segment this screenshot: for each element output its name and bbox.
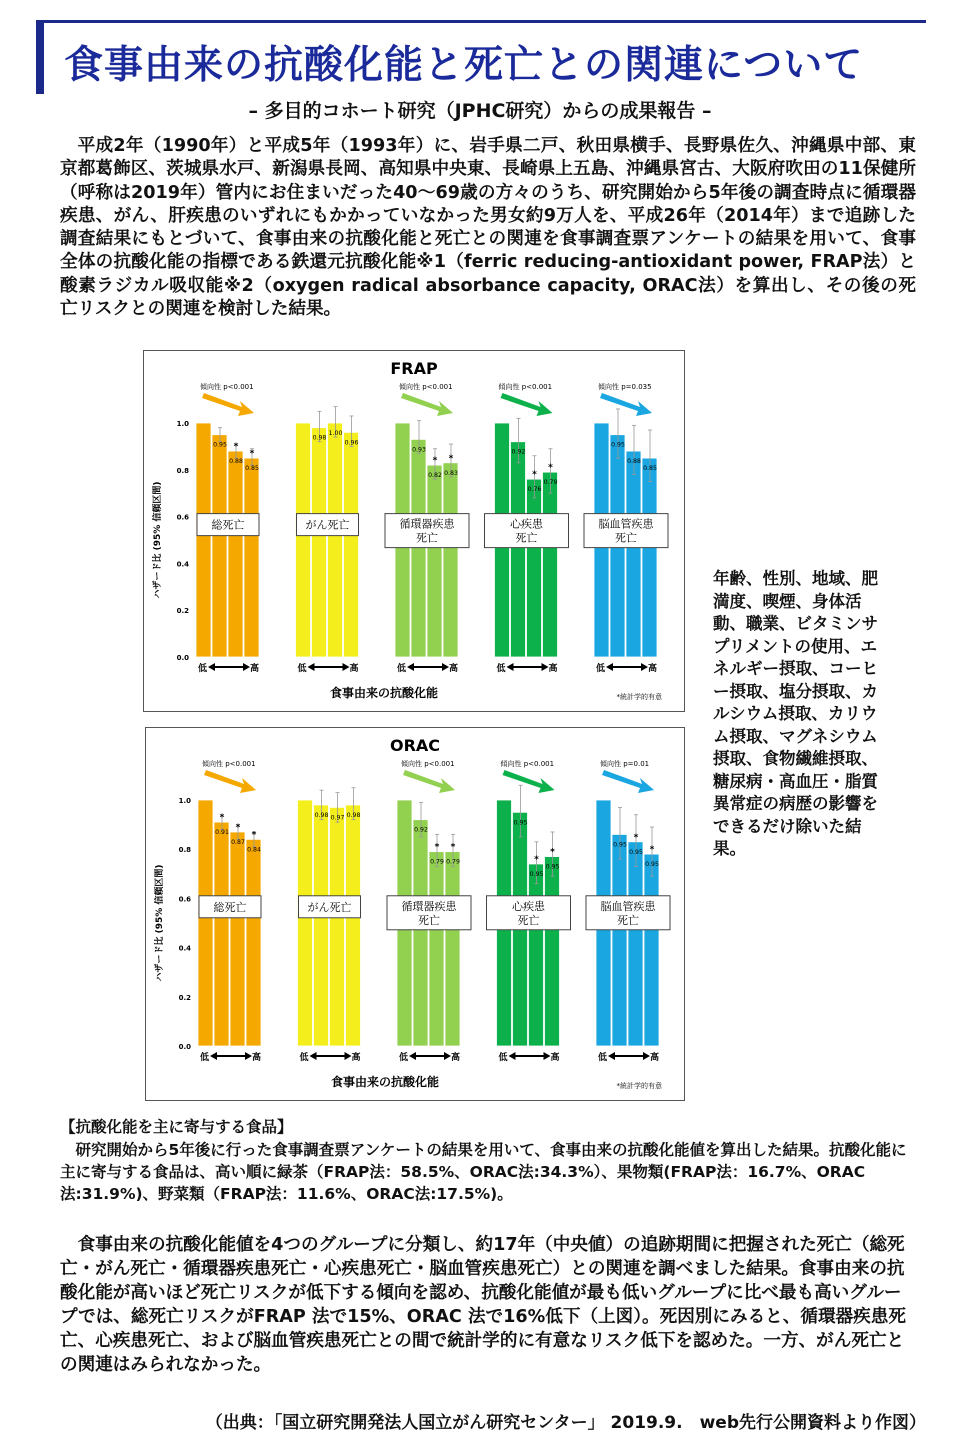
chart-1-group-4-value-label-3: 0.95	[645, 861, 659, 869]
chart-0-ytick: 0.8	[176, 466, 189, 475]
chart-0-group-2-axis-low: 低	[397, 664, 407, 674]
chart-1-group-1-value-label-3: 0.98	[346, 811, 361, 819]
chart-1-group-0-sig-star-3: *	[251, 830, 257, 841]
chart-0-group-0-bar-0	[196, 423, 211, 657]
chart-0-group-4-axis-arrow-right	[641, 663, 648, 671]
chart-1-group-0-bar-1	[214, 822, 229, 1046]
chart-1-group-4-label: 脳血管疾患	[600, 899, 656, 913]
source-citation: （出典：「国立研究開発法人国立がん研究センター」 2019.9. web先行公開資料より作図）	[205, 1413, 926, 1433]
chart-0-group-3-value-label-1: 0.92	[511, 448, 526, 456]
chart-0-group-0-bar-1	[212, 435, 227, 657]
chart-1-group-2-value-label-1: 0.92	[414, 826, 428, 834]
chart-1-ytick: 0.4	[178, 944, 191, 953]
chart-1-group-1-axis-arrow-left	[310, 1052, 317, 1060]
chart-1-group-2-sig-star-2: *	[434, 842, 440, 853]
chart-1-group-1-label: がん死亡	[307, 900, 352, 914]
chart-1-group-0-bar-0	[198, 800, 213, 1046]
chart-0-group-0-bar-3	[244, 458, 259, 657]
chart-0-group-0-bar-2	[228, 451, 243, 657]
foods-heading: 【抗酸化能を主に寄与する食品】	[60, 1118, 293, 1136]
chart-1-group-4-value-label-2: 0.95	[629, 848, 643, 856]
chart-0-group-3-value-label-2: 0.76	[527, 486, 542, 494]
chart-0-group-4-axis-low: 低	[596, 664, 606, 674]
chart-1-group-2-bar-3	[445, 852, 460, 1046]
chart-0-group-1-value-label-2: 1.00	[328, 430, 343, 437]
chart-1-group-4-bar-2	[628, 842, 643, 1046]
adjustment-note: 年齢、性別、地域、肥満度、喫煙、身体活動、職業、ビタミンサプリメントの使用、エネルギー摂取、コーヒー摂取、塩分摂取、カルシウム摂取、カリウム摂取、マグネシウム摂取、食物繊維摂取、糖尿病・高血圧・脂質異常症の病歴の影響をできるだけ除いた結果。	[713, 569, 878, 858]
chart-1-group-3-axis-low: 低	[498, 1053, 508, 1063]
chart-0-group-0-sig-star-3: *	[249, 449, 255, 460]
chart-1-group-2-bar-2	[429, 852, 444, 1046]
chart-0-group-2-axis-high: 高	[449, 664, 459, 674]
chart-0-group-0-label: 総死亡	[211, 518, 245, 532]
orac-chart	[145, 727, 685, 1101]
chart-0-ytick: 1.0	[176, 420, 189, 428]
chart-0-group-1-axis-high: 高	[349, 664, 359, 674]
chart-0-group-2-sig-star-2: *	[432, 456, 438, 467]
chart-1-group-4-axis-low: 低	[598, 1053, 608, 1063]
chart-0-group-0-axis-high: 高	[250, 664, 260, 674]
chart-1-group-3-axis-high: 高	[550, 1053, 560, 1063]
page-title: 食事由来の抗酸化能と死亡との関連について	[64, 43, 864, 88]
chart-0-ytick: 0.4	[176, 560, 189, 569]
chart-0-group-2-trend: 傾向性 p<0.001	[399, 383, 453, 391]
chart-1-group-3-sig-star-2: *	[534, 854, 539, 865]
chart-0-group-3-bar-3	[543, 472, 558, 657]
chart-0-group-2-bar-1	[411, 439, 426, 657]
chart-0-group-2-bar-2	[427, 465, 442, 657]
chart-0-group-4-bar-2	[626, 451, 641, 657]
chart-1-group-4-sig-star-2: *	[633, 832, 639, 843]
chart-1-group-1-bar-2	[330, 807, 345, 1046]
chart-0-group-2-sig-star-3: *	[448, 453, 454, 464]
chart-0-group-0-sig-star-2: *	[233, 442, 239, 453]
chart-0-group-3-axis-arrow-left	[507, 663, 514, 671]
chart-1-group-0-axis-arrow-right	[245, 1052, 252, 1060]
chart-0-ytick: 0.0	[176, 654, 189, 662]
chart-0-group-2-label-2: 死亡	[416, 531, 438, 545]
chart-1-ytick: 0.6	[178, 895, 191, 904]
chart-0-ylabel: ハザード比 (95% 信頼区間)	[153, 481, 163, 599]
chart-1-group-4-value-label-1: 0.95	[613, 841, 627, 849]
chart-0-ytick: 0.6	[176, 513, 189, 522]
chart-1-group-3-bar-3	[545, 857, 560, 1046]
chart-0-group-2-label: 循環器疾患	[399, 517, 455, 531]
chart-1-group-3-bar-2	[529, 864, 544, 1046]
chart-1-group-3-sig-star-3: *	[550, 847, 555, 858]
chart-0-group-2-bar-3	[443, 463, 458, 657]
chart-0-group-4-value-label-1: 0.95	[611, 441, 625, 449]
chart-0-group-1-bar-3	[344, 432, 359, 657]
chart-1-group-3-axis-arrow-left	[509, 1052, 516, 1060]
chart-0-group-3-trend: 傾向性 p<0.001	[498, 383, 553, 391]
chart-1-group-2-trend-arrow	[403, 770, 455, 793]
chart-0-group-3-axis-low: 低	[496, 664, 506, 674]
chart-1-group-2-bar-1	[413, 820, 428, 1046]
chart-0-group-3-trend-arrow	[501, 393, 553, 416]
chart-0-title: FRAP	[390, 359, 438, 378]
chart-1-group-3-label-2: 死亡	[517, 913, 540, 927]
chart-0-ytick: 0.2	[176, 607, 189, 616]
chart-1-group-2-value-label-3: 0.79	[446, 858, 460, 866]
chart-1-xlabel: 食事由来の抗酸化能	[330, 1075, 440, 1089]
chart-1-group-2-trend: 傾向性 p<0.001	[401, 760, 455, 768]
chart-1-ytick: 0.2	[178, 993, 191, 1002]
chart-1-ytick: 0.0	[178, 1043, 191, 1051]
chart-0-group-3-label-2: 死亡	[515, 531, 538, 545]
chart-1-ylabel: ハザード比 (95% 信頼区間)	[155, 864, 165, 982]
chart-0-group-1-bar-0	[296, 423, 311, 657]
chart-0-group-1-value-label-1: 0.98	[312, 434, 327, 442]
chart-0-group-4-label: 脳血管疾患	[598, 517, 654, 531]
chart-0-group-3-sig-star-2: *	[532, 470, 537, 481]
chart-1-group-2-label-2: 死亡	[418, 913, 440, 927]
chart-1-group-4-bar-3	[644, 854, 659, 1046]
chart-0-group-1-axis-low: 低	[297, 664, 307, 674]
chart-1-group-0-axis-arrow-left	[210, 1052, 217, 1060]
chart-1-group-1-bar-1	[314, 805, 329, 1046]
chart-1-title: ORAC	[389, 736, 441, 755]
chart-0-group-0-trend: 傾向性 p<0.001	[200, 383, 254, 391]
chart-0-group-4-axis-high: 高	[648, 664, 658, 674]
chart-0-group-3-bar-1	[511, 442, 526, 657]
chart-0-group-4-value-label-2: 0.88	[627, 458, 641, 466]
chart-1-group-3-value-label-1: 0.95	[513, 819, 528, 827]
chart-1-group-4-trend-arrow	[602, 770, 654, 793]
chart-0-group-1-axis-arrow-left	[308, 663, 315, 671]
chart-1-group-1-value-label-2: 0.97	[330, 814, 345, 822]
chart-1-group-2-sig-star-3: *	[450, 842, 456, 853]
chart-0-group-3-axis-high: 高	[548, 664, 558, 674]
chart-1-group-0-value-label-3: 0.84	[247, 846, 261, 854]
chart-1-group-2-label: 循環器疾患	[401, 899, 457, 913]
chart-0-group-0-axis-low: 低	[198, 664, 208, 674]
chart-1-group-4-axis-arrow-left	[608, 1052, 615, 1060]
chart-1-ytick: 1.0	[178, 797, 191, 805]
chart-0-group-0-value-label-2: 0.88	[229, 458, 243, 466]
chart-0-group-3-value-label-3: 0.79	[543, 479, 558, 487]
chart-0-group-3-label: 心疾患	[510, 517, 543, 531]
chart-1-group-4-axis-arrow-right	[643, 1052, 650, 1060]
chart-0-group-0-axis-arrow-left	[208, 663, 215, 671]
chart-1-group-4-axis-high: 高	[650, 1053, 660, 1063]
intro-paragraph: 平成2年（1990年）と平成5年（1993年）に、岩手県二戸、秋田県横手、長野県佐久、沖縄県中部、東京都葛飾区、茨城県水戸、新潟県長岡、高知県中央東、長崎県上五島、沖縄県宮古、大阪府吹田の11保健所（呼称は2019年）管内にお住まいだった40～69歳の方々のうち、研究開始から5年後の調査時点に循環器疾患、がん、肝疾患のいずれにもかかっていなかった男女約9万人を、平成26年（2014年）まで追跡した調査結果にもとづいて、食事由来の抗酸化能と死亡との関連を食事調査票アンケートの結果を用いて、食事全体の抗酸化能の指標である鉄還元抗酸化能※1（ferric reducing-antioxidant power, FRAP法）と酸素ラジカル吸収能※2（oxygen radical absorbance capacity, ORAC法）を算出し、その後の死亡リスクとの関連を検討した結果。	[60, 136, 916, 320]
chart-1-group-0-axis-low: 低	[200, 1053, 210, 1063]
chart-1-group-4-label-2: 死亡	[617, 913, 639, 927]
chart-1-group-0-value-label-1: 0.91	[215, 829, 229, 837]
chart-1-group-1-bar-0	[298, 800, 313, 1046]
chart-0-group-2-value-label-1: 0.93	[412, 446, 426, 454]
chart-1-group-1-axis-high: 高	[351, 1053, 361, 1063]
chart-0-group-2-value-label-3: 0.83	[444, 469, 458, 477]
chart-1-group-4-sig-star-3: *	[649, 845, 655, 856]
frap-chart	[143, 350, 685, 712]
chart-0-group-1-axis-arrow-right	[343, 663, 350, 671]
chart-1-group-3-trend: 傾向性 p<0.001	[500, 760, 555, 768]
chart-1-group-1-bar-3	[346, 805, 361, 1046]
chart-0-group-0-axis-arrow-right	[243, 663, 250, 671]
chart-0-group-4-trend-arrow	[600, 393, 652, 416]
chart-1-group-0-trend: 傾向性 p<0.001	[202, 760, 256, 768]
chart-1-group-0-sig-star-1: *	[219, 813, 225, 824]
page-subtitle: – 多目的コホート研究（JPHC研究）からの成果報告 –	[248, 100, 712, 122]
chart-1-group-2-axis-arrow-right	[444, 1052, 451, 1060]
chart-0-group-4-label-2: 死亡	[615, 531, 637, 545]
chart-1-ytick: 0.8	[178, 846, 191, 855]
chart-0-group-2-trend-arrow	[401, 393, 453, 416]
chart-1-group-3-value-label-3: 0.95	[545, 863, 560, 871]
chart-0-group-3-sig-star-3: *	[548, 463, 553, 474]
chart-1-group-1-axis-arrow-right	[345, 1052, 352, 1060]
chart-1-group-0-value-label-2: 0.87	[231, 838, 245, 846]
chart-0-group-1-label: がん死亡	[305, 518, 350, 532]
chart-1-group-4-trend: 傾向性 p=0.01	[600, 760, 650, 768]
foods-body: 研究開始から5年後に行った食事調査票アンケートの結果を用いて、食事由来の抗酸化能値を算出した結果。抗酸化能に主に寄与する食品は、高い順に緑茶（FRAP法：58.5%、ORAC法:34.3%）、果物類(FRAP法：16.7%、ORAC法:31.9%)、野菜類（FRAP法：11.6%、ORAC法:17.5%)。	[60, 1141, 907, 1203]
chart-0-group-2-axis-arrow-right	[442, 663, 449, 671]
chart-1-group-4-bar-1	[612, 834, 627, 1046]
chart-1-group-2-axis-low: 低	[399, 1053, 409, 1063]
chart-1-group-0-bar-2	[230, 832, 245, 1046]
chart-0-xlabel: 食事由来の抗酸化能	[329, 686, 439, 700]
chart-1-group-0-axis-high: 高	[252, 1053, 262, 1063]
chart-1-group-2-axis-arrow-left	[409, 1052, 416, 1060]
chart-0-group-4-trend: 傾向性 p=0.035	[598, 383, 652, 391]
chart-0-group-4-bar-3	[642, 458, 657, 657]
chart-1-group-1-axis-low: 低	[299, 1053, 309, 1063]
chart-0-group-3-axis-arrow-right	[542, 663, 549, 671]
chart-1-group-2-axis-high: 高	[451, 1053, 461, 1063]
chart-0-group-2-axis-arrow-left	[407, 663, 414, 671]
chart-1-group-0-bar-3	[246, 839, 261, 1046]
chart-1-group-0-sig-star-2: *	[235, 822, 241, 833]
chart-1-group-3-label: 心疾患	[512, 899, 545, 913]
chart-0-group-1-value-label-3: 0.96	[344, 439, 359, 447]
chart-1-group-0-label: 総死亡	[213, 900, 247, 914]
chart-0-group-0-value-label-1: 0.95	[213, 441, 227, 449]
header-accent-bar	[36, 20, 44, 94]
chart-0-group-0-value-label-3: 0.85	[245, 465, 259, 473]
header-rule	[44, 20, 926, 23]
chart-1-group-2-value-label-2: 0.79	[430, 858, 444, 866]
summary-paragraph: 食事由来の抗酸化能値を4つのグループに分類し、約17年（中央値）の追跡期間に把握された死亡（総死亡・がん死亡・循環器疾患死亡・心疾患死亡・脳血管疾患死亡）との関連を調べました結果。食事由来の抗酸化能が高いほど死亡リスクが低下する傾向を認め、抗酸化能値が最も低いグループに比べ最も高いグループでは、総死亡リスクがFRAP 法で15%、ORAC 法で16%低下（上図）。死因別にみると、循環器疾患死亡、心疾患死亡、および脳血管疾患死亡との間で統計学的に有意なリスク低下を認めた。一方、がん死亡との関連はみられなかった。	[60, 1235, 906, 1375]
chart-1-group-3-value-label-2: 0.95	[529, 870, 544, 878]
chart-0-group-4-value-label-3: 0.85	[643, 465, 657, 473]
chart-0-group-1-bar-1	[312, 428, 327, 657]
chart-1-footnote: *統計学的有意	[616, 1082, 662, 1090]
chart-0-footnote: *統計学的有意	[616, 693, 662, 701]
chart-0-group-2-value-label-2: 0.82	[428, 472, 442, 480]
chart-0-group-4-axis-arrow-left	[606, 663, 613, 671]
chart-0-group-1-bar-2	[328, 423, 343, 657]
chart-1-group-1-value-label-1: 0.98	[314, 811, 329, 819]
chart-1-group-0-trend-arrow	[204, 770, 256, 793]
chart-1-group-3-axis-arrow-right	[544, 1052, 551, 1060]
chart-0-group-0-trend-arrow	[202, 393, 254, 416]
chart-1-group-3-trend-arrow	[503, 770, 555, 793]
chart-0-group-3-bar-2	[527, 479, 542, 657]
